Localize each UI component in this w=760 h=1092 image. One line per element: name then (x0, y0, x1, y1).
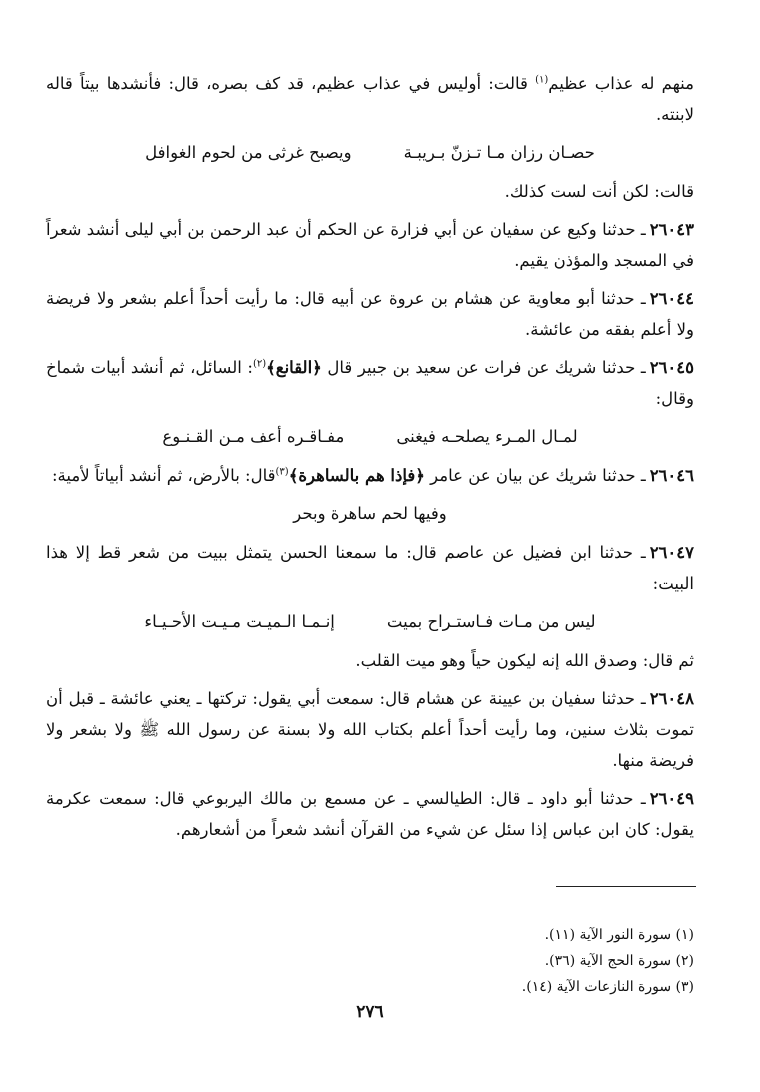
footnote-2: (٢) سورة الحج الآية (٣٦). (544, 953, 694, 969)
hadith-26046 (46, 460, 694, 491)
hadith-number: ٢٦٠٤٤ (649, 289, 694, 308)
hadith-26044 (46, 283, 694, 345)
quran-quote: ﴿فإذا هم بالساهرة﴾ (288, 466, 425, 485)
hadith-number: ٢٦٠٤٦ (649, 466, 694, 485)
verse-1-second-hemistich: ويصبح غرثى من لحوم الغوافل (145, 143, 352, 162)
hadith-26045 (46, 352, 694, 414)
verse-1-first-hemistich: حصـان رزان مـا تـزنّ بـريبـة (403, 143, 595, 162)
hadith-text: ـ حدثنا سفيان بن عيينة عن هشام قال: سمعت أبي يقول: تركتها ـ يعني عائشة ـ قبل أن تموت بثلاث سنين، وما رأيت أحداً أعلم بكتاب الله ولا بسنة عن رسول الله ﷺ ولا بشعر ولا فريضة منها. (46, 689, 694, 770)
hadith-text-a: ـ حدثنا شريك عن فرات عن سعيد بن جبير قال (321, 358, 646, 377)
hadith-text: ـ حدثنا أبو داود ـ قال: الطيالسي ـ عن مسمع بن مالك اليربوعي قال: سمعت عكرمة يقول: كان ابن عباس إذا سئل عن شيء من القرآن أنشد شعراً من أشعارهم. (46, 789, 694, 839)
verse-1 (46, 137, 694, 168)
footnote-marker-3: (٣) (275, 466, 289, 478)
verse-4 (46, 606, 694, 637)
hadith-number: ٢٦٠٤٥ (649, 358, 694, 377)
hadith-number: ٢٦٠٤٣ (649, 220, 694, 239)
hadith-26048 (46, 683, 694, 776)
footnote-divider (556, 886, 696, 887)
hadith-number: ٢٦٠٤٧ (649, 543, 694, 562)
verse-2-second-hemistich: مفـاقـره أعف مـن القـنـوع (162, 427, 345, 446)
hadith-text-b: : السائل، ثم أنشد أبيات شماخ وقال: (46, 358, 694, 408)
verse-4-first-hemistich: ليس من مـات فـاستـراح بميت (386, 612, 596, 631)
hadith-text-b: قال: بالأرض، ثم أنشد أبياتاً لأمية: (51, 466, 276, 485)
hadith-text: ـ حدثنا ابن فضيل عن عاصم قال: ما سمعنا الحسن يتمثل ببيت من شعر قط إلا هذا البيت: (46, 543, 694, 593)
hadith-number: ٢٦٠٤٩ (649, 789, 694, 808)
hadith-number: ٢٦٠٤٨ (649, 689, 694, 708)
hadith-text: ـ حدثنا أبو معاوية عن هشام بن عروة عن أبيه قال: ما رأيت أحداً أعلم بشعر ولا فريضة ولا أعلم بفقه من عائشة. (46, 289, 694, 339)
hadith-26049 (46, 783, 694, 845)
footnote-marker-2: (٢) (252, 358, 267, 370)
footnotes (300, 922, 694, 1000)
verse-4-second-hemistich: إنـمـا الـميـت مـيـت الأحـيـاء (144, 612, 335, 631)
verse-3: وفيها لحم ساهرة وبحر (293, 504, 447, 523)
opening-text-b: قالت: أوليس في عذاب عظيم، قد كف بصره، قال: فأنشدها بيتاً قاله لابنته. (46, 74, 694, 124)
footnote-marker-1: (١) (535, 74, 549, 86)
opening-paragraph (46, 68, 694, 130)
hadith-text: ـ حدثنا وكيع عن سفيان عن أبي فزارة عن الحكم أن عبد الرحمن بن أبي ليلى أنشد شعراً في المسجد والمؤذن يقيم. (46, 220, 694, 270)
hadith-text-a: ـ حدثنا شريك عن بيان عن عامر (424, 466, 646, 485)
hadith-26043 (46, 214, 694, 276)
after-verse-1: قالت: لكن أنت لست كذلك. (504, 182, 694, 201)
after-verse-4: ثم قال: وصدق الله إنه ليكون حياً وهو ميت القلب. (355, 651, 694, 670)
quran-quote: ﴿القانع﴾ (266, 358, 322, 377)
opening-text-a: منهم له عذاب عظيم (548, 74, 694, 93)
verse-2 (46, 421, 694, 452)
footnote-1: (١) سورة النور الآية (١١). (544, 927, 694, 943)
footnote-3: (٣) سورة النازعات الآية (١٤). (521, 979, 694, 995)
hadith-26047 (46, 537, 694, 599)
page-body (46, 68, 694, 852)
verse-2-first-hemistich: لمـال المـرء يصلحـه فيغنى (396, 427, 578, 446)
page-number: ٢٧٦ (356, 1002, 384, 1022)
